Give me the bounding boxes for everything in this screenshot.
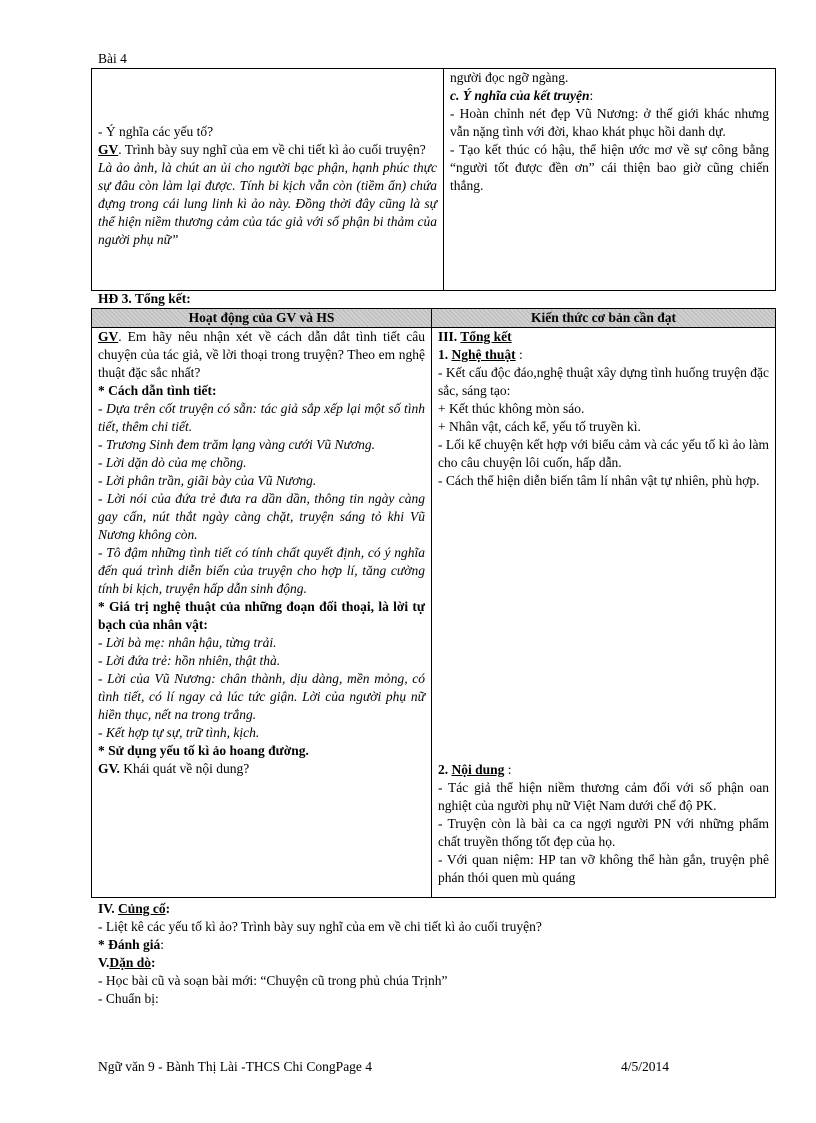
plot-point-4: - Lời phân trần, giãi bày của Vũ Nương. bbox=[98, 473, 317, 488]
homework-title: Dặn dò bbox=[109, 955, 152, 970]
header-knowledge: Kiến thức cơ bản cần đạt bbox=[432, 309, 776, 328]
art-num: 1. bbox=[438, 347, 452, 362]
gv-question bbox=[98, 141, 437, 159]
consolidation-colon: : bbox=[165, 901, 171, 916]
dialogue-point-1: - Lời bà mẹ: nhân hậu, từng trải. bbox=[98, 635, 277, 650]
art-title: Nghệ thuật bbox=[451, 347, 516, 362]
content-point-2: - Truyện còn là bài ca ca ngợi người PN với những phẩm chất truyền thống tốt đẹp của họ. bbox=[438, 816, 769, 849]
plot-point-1: - Dựa trên cốt truyện có sẵn: tác giả sắp xếp lại một số tình tiết, thêm chi tiết. bbox=[98, 401, 425, 434]
evaluation-heading bbox=[98, 936, 778, 954]
consolidation-num: IV. bbox=[98, 901, 119, 916]
plot-point-6: - Tô đậm những tình tiết có tính chất quyết định, có ý nghĩa đến quá trình diễn biến của truyện cho hợp lí, tăng cường tính bi kịch, truyện hấp dẫn sinh động. bbox=[98, 545, 425, 596]
ending-meaning-point-2: - Tạo kết thúc có hậu, thể hiện ước mơ về sự công bằng “người tốt được đền ơn” cái thiện bao giờ cũng chiến thắng. bbox=[450, 142, 769, 193]
footer-left: Ngữ văn 9 - Bành Thị Lài -THCS Chi CongPage 4 bbox=[98, 1059, 373, 1074]
content-title: Nội dung bbox=[451, 762, 505, 777]
plot-heading: * Cách dẫn tình tiết: bbox=[98, 383, 217, 398]
gv-label: GV bbox=[98, 329, 119, 344]
plot-point-3: - Lời dặn dò của mẹ chồng. bbox=[98, 455, 247, 470]
main-table-header bbox=[92, 309, 776, 328]
consolidation-text: - Liệt kê các yếu tố kì ảo? Trình bày suy nghĩ của em về chi tiết kì ảo cuối truyện? bbox=[98, 919, 542, 934]
consolidation-heading bbox=[98, 900, 778, 918]
gv2-label: GV. bbox=[98, 761, 120, 776]
dialogue-point-3: - Lời của Vũ Nương: chân thành, dịu dàng, mền mỏng, có tình tiết, có lí ngay cả lúc tức giận. Lời của người phụ nữ hiền thục, nết na trong trắng. bbox=[98, 671, 425, 722]
content-heading bbox=[438, 761, 769, 779]
activities-cell bbox=[92, 328, 432, 898]
homework-line-1: - Học bài cũ và soạn bài mới: “Chuyện cũ trong phủ chúa Trịnh” bbox=[98, 973, 448, 988]
art-point-3: + Nhân vật, cách kể, yếu tố truyền kì. bbox=[438, 419, 641, 434]
gv-question-text: . Trình bày suy nghĩ của em về chi tiết kì ảo cuối truyện? bbox=[118, 142, 426, 157]
gv-label: GV bbox=[98, 142, 119, 157]
summary-heading bbox=[438, 328, 769, 346]
consolidation-section bbox=[98, 900, 778, 1008]
art-colon: : bbox=[515, 347, 523, 362]
art-point-5: - Cách thể hiện diễn biến tâm lí nhân vật tự nhiên, phù hợp. bbox=[438, 473, 760, 488]
question-elements-meaning: - Ý nghĩa các yếu tố? bbox=[98, 124, 214, 139]
evaluation-title: * Đánh giá bbox=[98, 937, 161, 952]
ending-meaning-title: c. Ý nghĩa của kết truyện bbox=[450, 88, 590, 103]
gv-intro-text: . Em hãy nêu nhận xét về cách dẫn dắt tình tiết câu chuyện của tác giả, về lời thoại trong truyện? Theo em nghệ thuật đặc sắc nhất? bbox=[98, 329, 425, 380]
homework-num: V. bbox=[98, 955, 110, 970]
content-num: 2. bbox=[438, 762, 452, 777]
homework-colon: : bbox=[151, 955, 156, 970]
top-table bbox=[91, 68, 776, 291]
knowledge-cell bbox=[432, 328, 776, 898]
content-point-3: - Với quan niệm: HP tan vỡ không thể hàn gắn, truyện phê phán thói quen mù quáng bbox=[438, 852, 769, 885]
top-left-cell bbox=[92, 69, 444, 291]
art-point-2: + Kết thúc không mòn sáo. bbox=[438, 401, 585, 416]
summary-title: Tổng kết bbox=[460, 329, 512, 344]
fantasy-heading: * Sử dụng yếu tố kì ảo hoang đường. bbox=[98, 743, 309, 758]
heading-colon: : bbox=[589, 88, 594, 103]
ending-meaning-heading bbox=[450, 87, 769, 105]
plot-point-2: - Trương Sinh đem trăm lạng vàng cưới Vũ Nương. bbox=[98, 437, 375, 452]
plot-point-5: - Lời nói của đứa trẻ đưa ra dần dần, thông tin ngày càng gay cấn, nút thắt ngày càng chặt, truyện sáng tỏ khi Vũ Nương không còn. bbox=[98, 491, 425, 542]
dialogue-point-4: - Kết hợp tự sự, trữ tình, kịch. bbox=[98, 725, 260, 740]
homework-line-2: - Chuẩn bị: bbox=[98, 991, 159, 1006]
content-colon: : bbox=[504, 762, 512, 777]
homework-heading bbox=[98, 954, 778, 972]
header-activities: Hoạt động của GV và HS bbox=[92, 309, 432, 328]
evaluation-colon: : bbox=[160, 937, 165, 952]
right-continuation-line: người đọc ngỡ ngàng. bbox=[450, 70, 569, 85]
art-point-1: - Kết cấu độc đáo,nghệ thuật xây dựng tình huống truyện đặc sắc, sáng tạo: bbox=[438, 365, 769, 398]
dialogue-point-2: - Lời đứa trẻ: hồn nhiên, thật thà. bbox=[98, 653, 281, 668]
top-right-cell bbox=[444, 69, 776, 291]
page-header: Bài 4 bbox=[98, 51, 127, 66]
gv-intro bbox=[98, 328, 425, 382]
art-point-4: - Lối kể chuyện kết hợp với biểu cảm và các yếu tố kì ảo làm cho câu chuyện lôi cuốn, hấp dẫn. bbox=[438, 437, 769, 470]
dialogue-heading: * Giá trị nghệ thuật của những đoạn đối thoại, là lời tự bạch của nhân vật: bbox=[98, 599, 425, 632]
gv-content-question bbox=[98, 760, 425, 778]
ending-meaning-point-1: - Hoàn chỉnh nét đẹp Vũ Nương: ở thế giới khác nhưng vẫn nặng tình với đời, khao khát phục hồi danh dự. bbox=[450, 106, 769, 139]
hd3-title: HĐ 3. Tổng kết: bbox=[98, 291, 191, 306]
summary-num: III. bbox=[438, 329, 461, 344]
footer-date: 4/5/2014 bbox=[621, 1059, 670, 1074]
art-heading bbox=[438, 346, 769, 364]
main-table bbox=[91, 308, 776, 898]
content-point-1: - Tác giả thể hiện niềm thương cảm đối với số phận oan nghiệt của người phụ nữ Việt Nam dưới chế độ PK. bbox=[438, 780, 769, 813]
consolidation-title: Củng cố bbox=[118, 901, 166, 916]
gv-answer: Là ảo ảnh, là chút an ủi cho người bạc phận, hạnh phúc thực sự đâu còn làm lại được. Tính bi kịch vẫn còn (tiềm ẩn) chứa đựng trong cái lung linh kì ảo này. Đồng thời đây cũng là sự thể hiện niềm thương cảm của tác giả với số phận bi thảm của người phụ nữ” bbox=[98, 160, 437, 247]
content-section bbox=[438, 761, 769, 887]
gv2-text: Khái quát về nội dung? bbox=[119, 761, 250, 776]
